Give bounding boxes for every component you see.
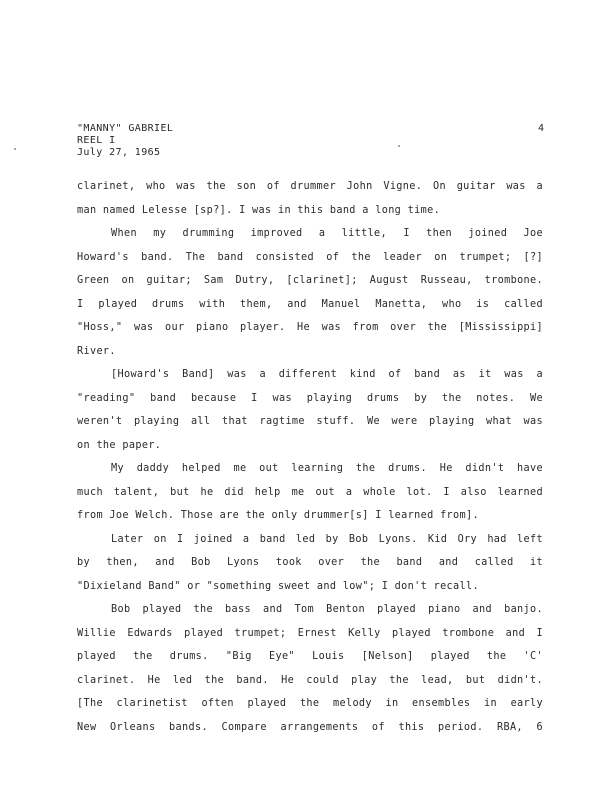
page-header: [77, 123, 173, 159]
interview-date: July 27, 1965: [77, 147, 161, 158]
text-line: [The clarinetist often played the melody in ensembles in early: [77, 698, 543, 709]
text-line: clarinet. He led the band. He could play the lead, but didn't.: [77, 674, 543, 686]
text-line: When my drumming improved a little, I then joined Joe: [111, 228, 543, 239]
text-line: Green on guitar; Sam Dutry, [clarinet]; August Russeau, trombone.: [77, 275, 543, 286]
text-line: Bob played the bass and Tom Benton played piano and banjo.: [111, 604, 543, 615]
reel-label: REEL I: [77, 135, 116, 146]
text-line: by then, and Bob Lyons took over the band and called it: [77, 557, 543, 568]
text-line: [Howard's Band] was a different kind of band as it was a: [111, 369, 543, 380]
text-line: "reading" band because I was playing drums by the notes. We: [77, 392, 543, 404]
text-line: weren't playing all that ragtime stuff. We were playing what was: [77, 416, 543, 427]
text-line: from Joe Welch. Those are the only drummer[s] I learned from].: [77, 510, 479, 521]
text-line: I played drums with them, and Manuel Manetta, who is called: [77, 298, 543, 310]
text-line: Howard's band. The band consisted of the leader on trumpet; [?]: [77, 251, 543, 263]
text-line: "Hoss," was our piano player. He was from over the [Mississippi]: [77, 322, 543, 333]
scan-speck: [398, 145, 400, 147]
text-line: New Orleans bands. Compare arrangements of this period. RBA, 6: [77, 721, 543, 733]
text-line: "Dixieland Band" or "something sweet and low"; I don't recall.: [77, 580, 479, 592]
text-line: on the paper.: [77, 439, 162, 451]
page-number: 4: [538, 123, 545, 134]
text-line: clarinet, who was the son of drummer John Vigne. On guitar was a: [77, 181, 543, 192]
text-line: My daddy helped me out learning the drums. He didn't have: [111, 463, 543, 474]
text-line: played the drums. "Big Eye" Louis [Nelson] played the 'C': [77, 651, 543, 662]
scan-speck: [14, 148, 16, 150]
text-line: Willie Edwards played trumpet; Ernest Kelly played trombone and I: [77, 627, 543, 639]
interviewee-name: "MANNY" GABRIEL: [77, 123, 174, 134]
transcript-body: [77, 180, 543, 744]
text-line: Later on I joined a band led by Bob Lyons. Kid Ory had left: [111, 533, 543, 545]
text-line: River.: [77, 345, 116, 357]
text-line: man named Lelesse [sp?]. I was in this band a long time.: [77, 204, 441, 216]
text-line: much talent, but he did help me out a whole lot. I also learned: [77, 486, 543, 498]
